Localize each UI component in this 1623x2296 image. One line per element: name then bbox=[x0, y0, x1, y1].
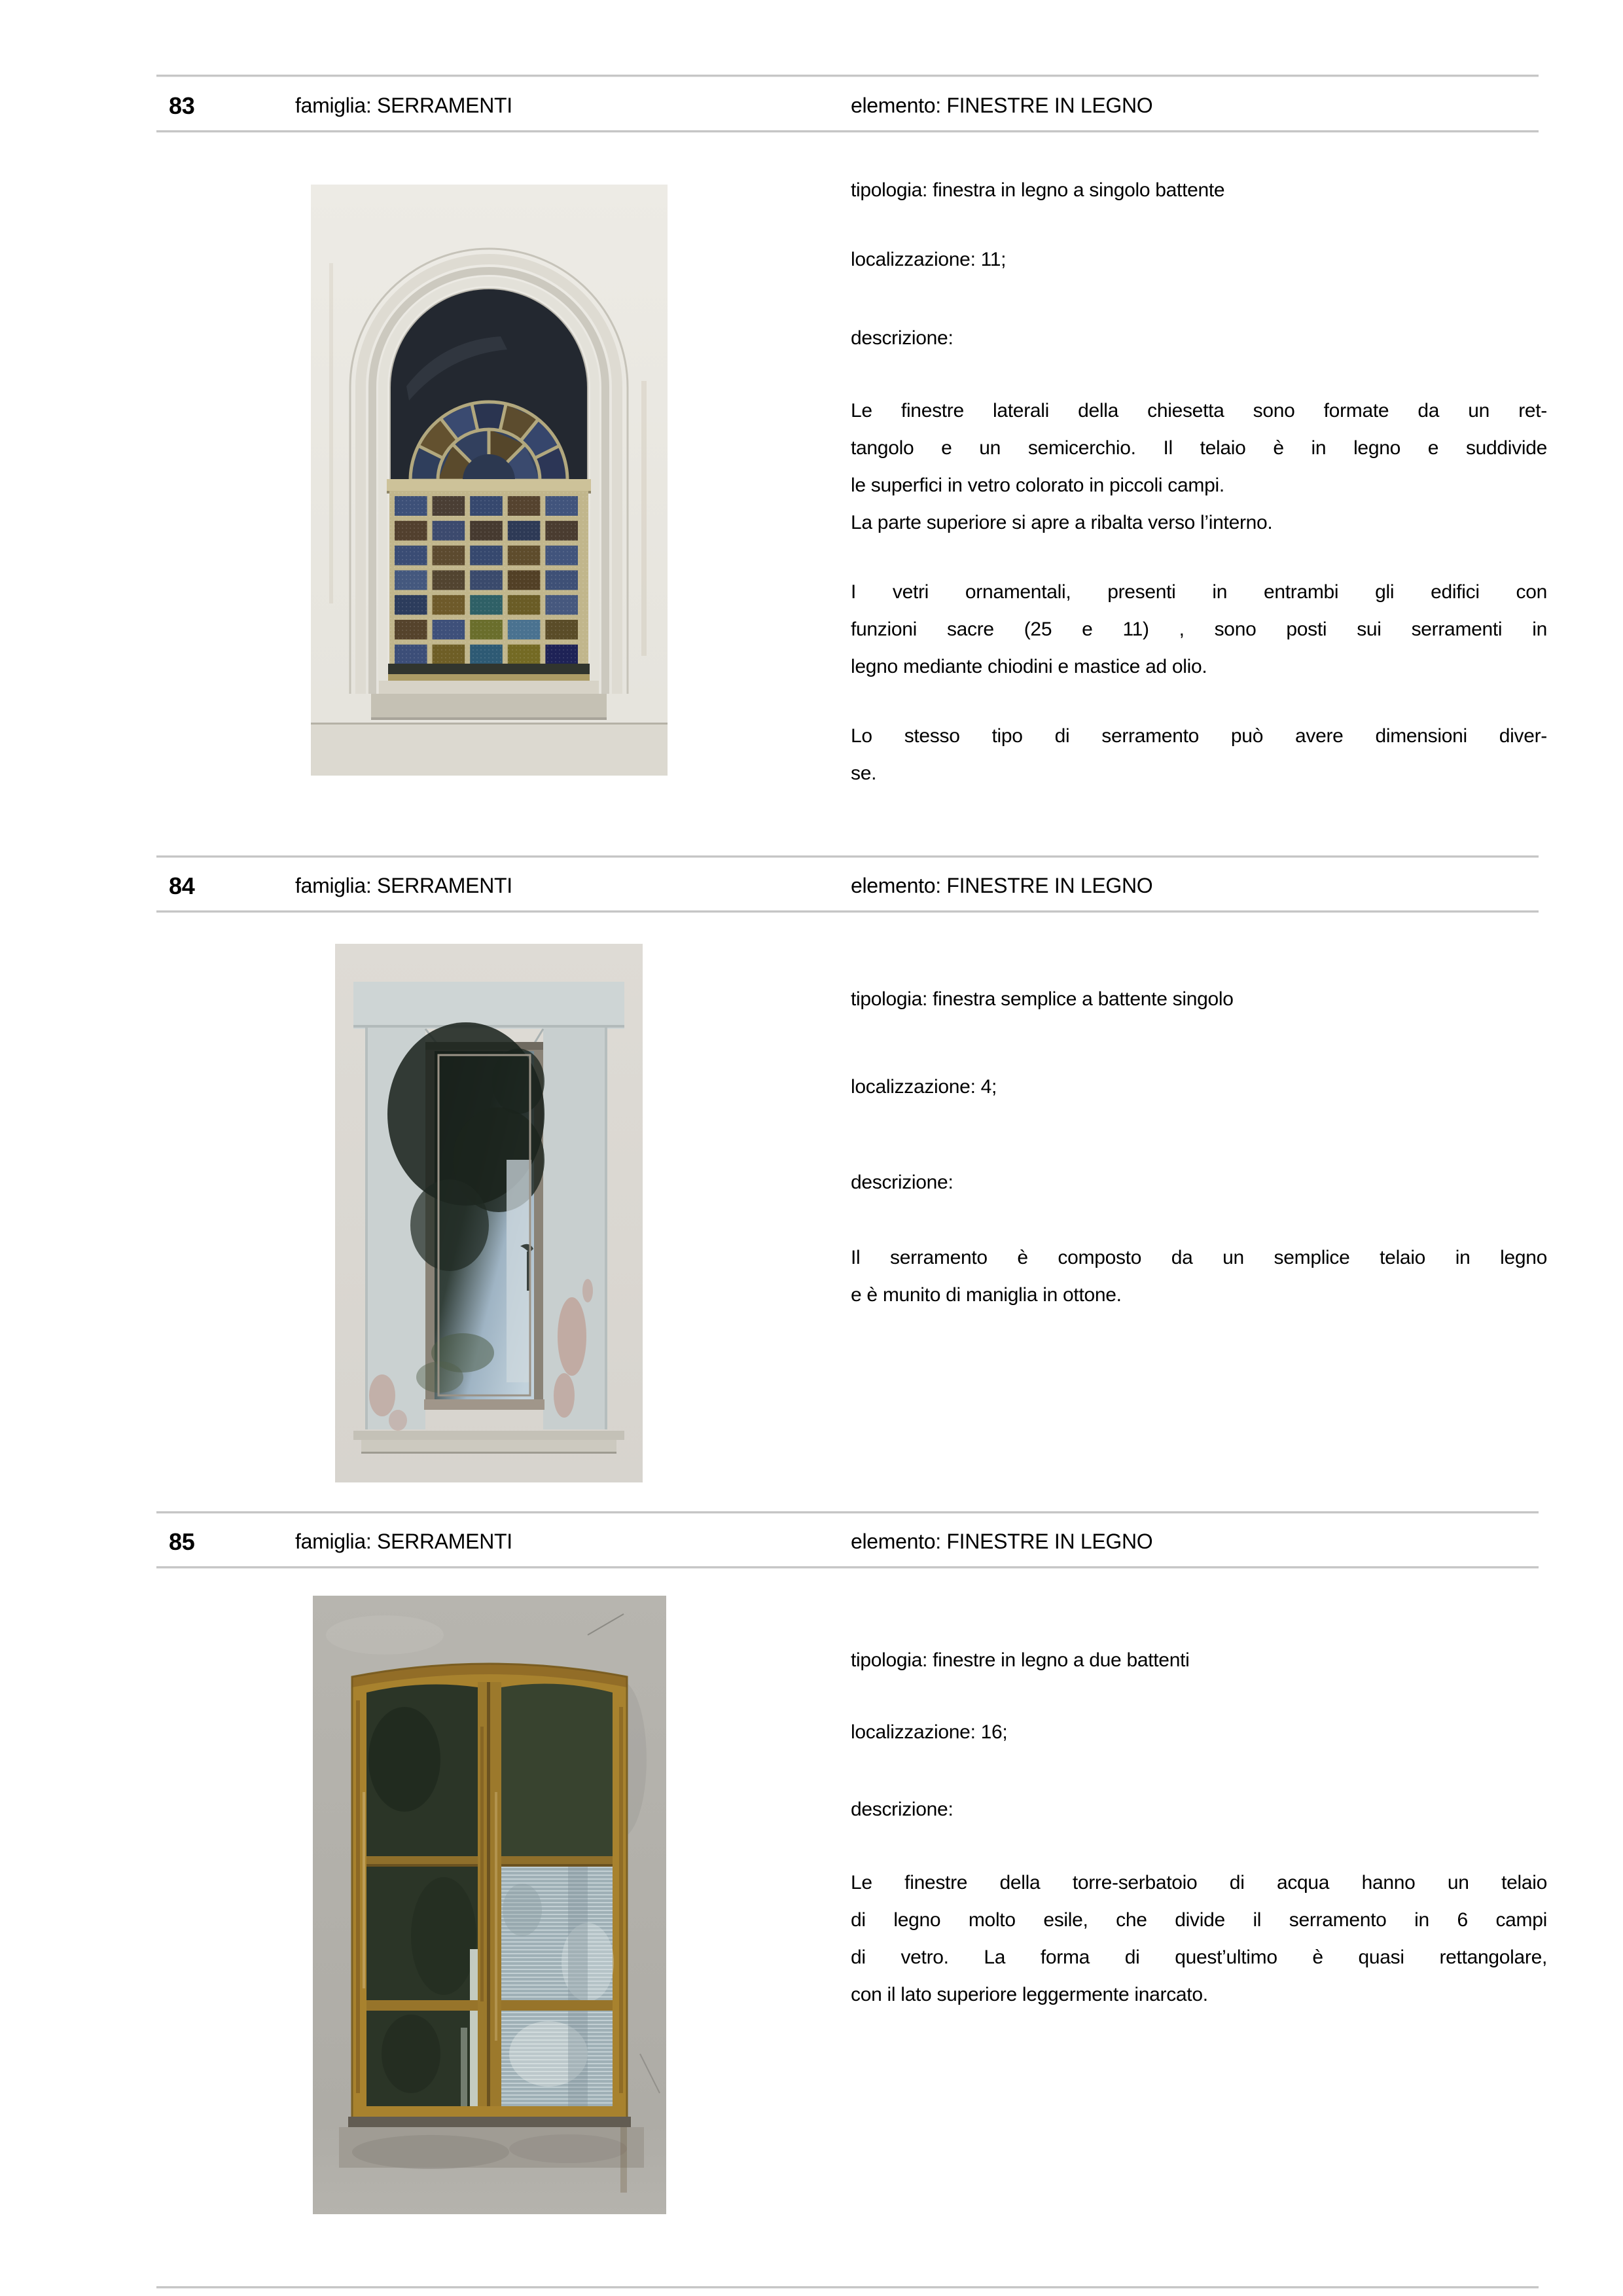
localizzazione-text: localizzazione: 16; bbox=[851, 1721, 1008, 1743]
sill-step bbox=[353, 1431, 624, 1440]
photo-single-casement-window bbox=[335, 944, 643, 1482]
inner-sill bbox=[424, 1399, 544, 1410]
localizzazione-text: localizzazione: 11; bbox=[851, 249, 1007, 270]
window-sill bbox=[348, 2117, 631, 2127]
divider-rule bbox=[156, 1566, 1539, 1568]
tipologia-text: tipologia: finestra in legno a singolo battente bbox=[851, 179, 1225, 201]
famiglia-label: famiglia: SERRAMENTI bbox=[295, 874, 512, 897]
elemento-label: elemento: FINESTRE IN LEGNO bbox=[851, 94, 1153, 117]
lower-wall bbox=[311, 723, 668, 776]
stone-sill bbox=[371, 694, 607, 720]
tipologia-text: tipologia: finestre in legno a due battenti bbox=[851, 1649, 1190, 1671]
tipologia-text: tipologia: finestra semplice a battente singolo bbox=[851, 988, 1234, 1010]
famiglia-label: famiglia: SERRAMENTI bbox=[295, 94, 512, 117]
divider-rule bbox=[156, 1511, 1539, 1513]
divider-rule bbox=[156, 2286, 1539, 2288]
description-paragraph: La parte superiore si apre a ribalta verso l’interno. bbox=[851, 512, 1273, 533]
localizzazione-text: localizzazione: 4; bbox=[851, 1076, 997, 1098]
description-paragraph: Lo stesso tipo di serramento può avere dimensioni diver- se. bbox=[851, 725, 1547, 784]
description-paragraph: Le finestre della torre-serbatoio di acqua hanno un telaio di legno molto esile, che divide il serramento in 6 campi di vetro. La forma di quest’ultimo è quasi rettangolare, con il lato superiore leggermente inarcato. bbox=[851, 1872, 1547, 2005]
divider-rule bbox=[156, 855, 1539, 857]
section-number: 83 bbox=[169, 92, 195, 119]
arched-window-illustration bbox=[311, 185, 668, 776]
elemento-label: elemento: FINESTRE IN LEGNO bbox=[851, 1530, 1153, 1553]
transom-bar bbox=[387, 479, 591, 492]
divider-rule bbox=[156, 130, 1539, 132]
inner-sill bbox=[379, 681, 599, 694]
single-window-illustration bbox=[335, 944, 643, 1482]
descrizione-label: descrizione: bbox=[851, 327, 954, 349]
divider-rule bbox=[156, 910, 1539, 912]
section-number: 84 bbox=[169, 872, 195, 899]
famiglia-label: famiglia: SERRAMENTI bbox=[295, 1530, 512, 1553]
glass-texture bbox=[389, 491, 588, 669]
section-number: 85 bbox=[169, 1528, 195, 1555]
photo-arched-stained-glass-window bbox=[311, 185, 668, 776]
elemento-label: elemento: FINESTRE IN LEGNO bbox=[851, 874, 1153, 897]
description-paragraph: I vetri ornamentali, presenti in entrambi gli edifici con funzioni sacre (25 e 11) , sono posti sui serramenti in legno mediante chiodini e mastice ad olio. bbox=[851, 581, 1547, 677]
description-paragraph: Le finestre laterali della chiesetta sono formate da un ret- tangolo e un semicerchio. Il telaio è in legno e suddivide le superfici in vetro colorato in piccoli campi. bbox=[851, 400, 1547, 496]
description-paragraph: Il serramento è composto da un semplice telaio in legno e è munito di maniglia in ottone. bbox=[851, 1247, 1547, 1306]
double-window-illustration bbox=[313, 1596, 666, 2214]
photo-double-casement-window bbox=[313, 1596, 666, 2214]
descrizione-label: descrizione: bbox=[851, 1172, 954, 1193]
bottom-rail bbox=[388, 664, 590, 674]
descrizione-label: descrizione: bbox=[851, 1799, 954, 1820]
divider-rule bbox=[156, 75, 1539, 77]
